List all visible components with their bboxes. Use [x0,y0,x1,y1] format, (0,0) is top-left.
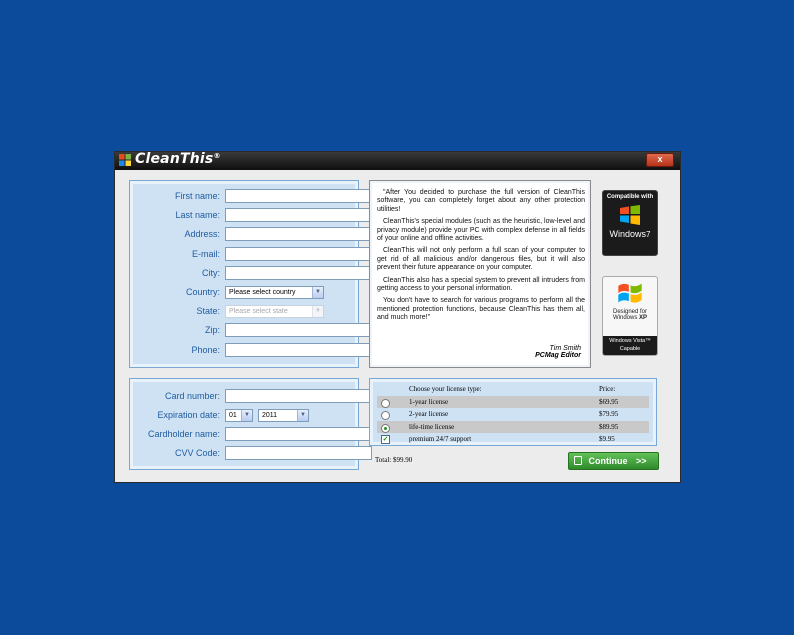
quote-paragraph: CleanThis also has a special system to prevent all intruders from getting access to your personal information. [377,276,585,293]
quote-signature [535,345,581,359]
card-number-label: Card number: [164,391,220,401]
license-option-name: life-time license [409,422,455,431]
form-label: First name: [174,191,220,201]
cardholder-label: Cardholder name: [147,429,220,439]
form-row [130,285,360,301]
quote-paragraph: "After You decided to purchase the full version of CleanThis software, you can completely forget about any other protection utilities! [377,189,585,213]
license-panel [369,378,657,446]
windows-flag-icon [617,203,643,227]
form-label: E-mail: [191,248,220,259]
license-option-price: $79.95 [599,410,619,418]
license-option-name: 2-year license [409,410,449,418]
cvv-row [130,446,360,462]
license-header-type: Choose your license type: [409,385,482,393]
license-radio[interactable] [381,411,390,420]
country-select[interactable]: Please select country ▼ [225,286,324,299]
form-input[interactable] [225,208,372,222]
badge-xp-line1: Designed for [612,309,648,315]
form-input[interactable] [225,189,372,203]
exp-month-select[interactable]: 01 ▼ [225,409,253,422]
badge-windows7-name: Windows7 [609,229,651,239]
support-addon-row[interactable] [377,433,649,446]
support-addon-price: $9.95 [599,435,615,443]
support-addon-name: premium 24/7 support [409,435,472,443]
license-radio[interactable] [381,399,390,408]
cvv-input[interactable] [225,446,372,460]
badge-xp-line2: Windows XP [612,315,648,321]
cleanthis-window [114,151,681,483]
form-input[interactable] [225,227,372,241]
card-number-row [130,389,360,405]
support-checkbox[interactable]: ✓ [382,435,389,443]
cvv-label: CVV Code: [174,448,220,458]
quote-panel [369,180,591,368]
license-option-row[interactable] [377,408,649,421]
license-option-price: $69.95 [599,397,619,406]
form-label: City: [202,267,220,278]
badge-vista-line1: Windows Vista™ [609,338,651,344]
windows-xp-flag-icon [615,279,645,307]
card-number-input[interactable] [225,389,372,403]
quote-paragraph: You don't have to search for various programs to perform all the mentioned protection functions, because CleanThis has them all, and much more!" [377,297,585,322]
form-input[interactable] [225,323,372,337]
form-input[interactable] [225,266,372,280]
lock-icon [574,456,582,465]
payment-panel [129,378,359,470]
quote-paragraph: CleanThis's special modules (such as the heuristic, low-level and privacy module) provide your PC with complex defense in all fields of your online and offline activities. [377,218,585,243]
form-label: Address: [184,229,220,240]
form-label: State: [196,306,220,317]
chevron-down-icon: ▼ [312,306,323,317]
badge-vista-line2: Capable [619,346,641,352]
continue-button[interactable]: Continue >> [568,452,659,470]
quote-author: Tim Smith [549,345,581,352]
license-option-row[interactable] [377,396,649,409]
quote-paragraph: CleanThis will not only perform a full scan of your computer to get rid of all malicious and/or dangerous files, but it will also prevent their future appearance on your computer. [377,247,585,272]
badge-top-text: Compatible with [606,194,654,200]
form-row [130,266,360,282]
license-radio-selected[interactable] [381,424,390,433]
form-row [130,343,360,359]
quote-text [377,189,585,327]
state-select: Please select state ▼ [225,305,324,318]
close-button[interactable]: x [646,153,674,167]
license-header-row [377,383,649,396]
chevron-down-icon: ▼ [241,410,252,421]
cardholder-input[interactable] [225,427,372,441]
form-label: Zip: [204,325,220,336]
expiration-label: Expiration date: [157,410,220,420]
form-input[interactable] [225,247,372,261]
expiration-row [130,408,360,424]
form-row [130,304,360,320]
license-option-name: 1-year license [409,397,449,406]
form-label: Phone: [191,344,220,355]
total-text: Total: $99.90 [375,456,413,464]
form-input[interactable] [225,343,372,357]
license-header-price: Price: [599,385,616,393]
quote-editor: PCMag Editor [535,352,581,359]
chevron-down-icon: ▼ [297,410,308,421]
cardholder-row [130,427,360,443]
title-bar[interactable] [115,152,680,170]
license-option-row[interactable] [377,421,649,434]
exp-year-select[interactable]: 2011 ▼ [258,409,309,422]
app-logo-icon [119,154,131,166]
license-option-price: $89.95 [599,422,619,431]
form-label: Country: [185,287,220,297]
form-label: Last name: [175,210,220,221]
form-row [130,227,360,243]
personal-info-panel [129,180,359,368]
form-row [130,208,360,224]
license-table [377,383,649,446]
form-row [130,323,360,339]
chevron-down-icon: ▼ [312,287,323,298]
form-row [130,189,360,205]
app-title: CleanThis® [135,151,221,167]
windows-xp-vista-badge [602,276,658,356]
windows7-badge [602,190,658,256]
badge-vista-strip [603,336,657,355]
form-row [130,247,360,263]
